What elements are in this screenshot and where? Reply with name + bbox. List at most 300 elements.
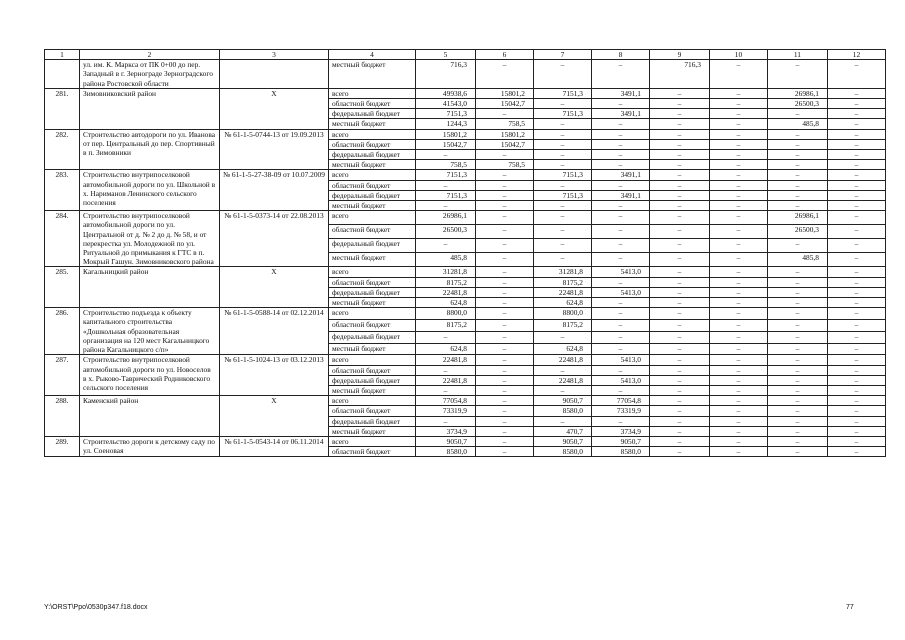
amount-cell: – bbox=[767, 277, 827, 287]
amount-cell: – bbox=[709, 436, 767, 446]
amount-cell: – bbox=[827, 375, 885, 385]
funding-source: областной бюджет bbox=[328, 99, 415, 109]
funding-source: всего bbox=[328, 436, 415, 446]
amount-cell: 485,8 bbox=[415, 253, 475, 267]
amount-cell: – bbox=[709, 287, 767, 297]
amount-cell: – bbox=[591, 331, 649, 343]
funding-source: федеральный бюджет bbox=[328, 150, 415, 160]
amount-cell: – bbox=[827, 406, 885, 416]
amount-cell: – bbox=[415, 239, 475, 253]
table-row bbox=[45, 396, 886, 406]
amount-cell: 7151,3 bbox=[533, 109, 591, 119]
amount-cell: – bbox=[767, 201, 827, 211]
column-number: 2 bbox=[80, 50, 220, 60]
table-row bbox=[45, 170, 886, 180]
amount-cell: – bbox=[709, 416, 767, 426]
amount-cell: – bbox=[475, 225, 533, 239]
amount-cell: 624,8 bbox=[415, 298, 475, 308]
amount-cell: – bbox=[767, 267, 827, 277]
amount-cell: – bbox=[767, 287, 827, 297]
amount-cell: – bbox=[767, 129, 827, 139]
amount-cell: – bbox=[709, 190, 767, 200]
amount-cell: – bbox=[709, 320, 767, 332]
table-row bbox=[45, 211, 886, 225]
amount-cell: – bbox=[709, 308, 767, 320]
amount-cell: – bbox=[533, 99, 591, 109]
amount-cell: 49938,6 bbox=[415, 88, 475, 98]
amount-cell: – bbox=[827, 253, 885, 267]
amount-cell: – bbox=[475, 385, 533, 395]
amount-cell: – bbox=[649, 416, 709, 426]
amount-cell: 22481,8 bbox=[415, 287, 475, 297]
amount-cell: – bbox=[649, 396, 709, 406]
amount-cell: 77054,8 bbox=[415, 396, 475, 406]
amount-cell: – bbox=[827, 298, 885, 308]
amount-cell: 8580,0 bbox=[533, 447, 591, 457]
row-number: 288. bbox=[45, 396, 80, 437]
funding-source: местный бюджет bbox=[328, 253, 415, 267]
amount-cell: – bbox=[709, 170, 767, 180]
amount-cell: – bbox=[475, 396, 533, 406]
amount-cell: – bbox=[649, 190, 709, 200]
amount-cell: – bbox=[475, 331, 533, 343]
funding-source: областной бюджет bbox=[328, 139, 415, 149]
amount-cell: 31281,8 bbox=[533, 267, 591, 277]
funding-source: федеральный бюджет bbox=[328, 375, 415, 385]
amount-cell: 5413,0 bbox=[591, 287, 649, 297]
amount-cell: – bbox=[591, 253, 649, 267]
amount-cell: – bbox=[415, 180, 475, 190]
amount-cell: – bbox=[533, 119, 591, 129]
row-number: 284. bbox=[45, 211, 80, 267]
amount-cell: 15801,2 bbox=[415, 129, 475, 139]
amount-cell: 5413,0 bbox=[591, 355, 649, 365]
amount-cell: 41543,0 bbox=[415, 99, 475, 109]
amount-cell: – bbox=[591, 201, 649, 211]
permit-document: № 61-1-5-0543-14 от 06.11.2014 bbox=[220, 436, 329, 456]
funding-source: федеральный бюджет bbox=[328, 416, 415, 426]
amount-cell: 15801,2 bbox=[475, 88, 533, 98]
amount-cell: 73319,9 bbox=[415, 406, 475, 416]
amount-cell: – bbox=[475, 150, 533, 160]
amount-cell: 9050,7 bbox=[415, 436, 475, 446]
funding-source: областной бюджет bbox=[328, 365, 415, 375]
funding-source: местный бюджет bbox=[328, 201, 415, 211]
amount-cell: 3491,1 bbox=[591, 109, 649, 119]
column-number-row bbox=[45, 50, 886, 60]
funding-source: областной бюджет bbox=[328, 277, 415, 287]
amount-cell: – bbox=[827, 239, 885, 253]
permit-document: № 61-1-5-1024-13 от 03.12.2013 bbox=[220, 355, 329, 396]
amount-cell: – bbox=[475, 239, 533, 253]
amount-cell: – bbox=[649, 447, 709, 457]
amount-cell: – bbox=[767, 396, 827, 406]
table-row bbox=[45, 88, 886, 98]
amount-cell: – bbox=[649, 99, 709, 109]
amount-cell: – bbox=[533, 385, 591, 395]
column-number: 8 bbox=[591, 50, 649, 60]
amount-cell: – bbox=[767, 331, 827, 343]
object-name: Строительство дороги к детскому саду по ул. Соеновая bbox=[80, 436, 220, 456]
amount-cell: – bbox=[649, 119, 709, 129]
amount-cell: – bbox=[591, 139, 649, 149]
amount-cell: – bbox=[591, 416, 649, 426]
amount-cell: 3734,9 bbox=[591, 426, 649, 436]
amount-cell: – bbox=[533, 365, 591, 375]
amount-cell: – bbox=[709, 253, 767, 267]
table-row bbox=[45, 129, 886, 139]
amount-cell: – bbox=[533, 416, 591, 426]
amount-cell: 8175,2 bbox=[533, 320, 591, 332]
funding-source: федеральный бюджет bbox=[328, 239, 415, 253]
column-number: 11 bbox=[767, 50, 827, 60]
amount-cell: 15801,2 bbox=[475, 129, 533, 139]
amount-cell: – bbox=[767, 139, 827, 149]
amount-cell: – bbox=[533, 331, 591, 343]
amount-cell: – bbox=[475, 277, 533, 287]
amount-cell: – bbox=[767, 375, 827, 385]
amount-cell: – bbox=[649, 406, 709, 416]
funding-source: всего bbox=[328, 129, 415, 139]
amount-cell: – bbox=[475, 253, 533, 267]
amount-cell: – bbox=[475, 320, 533, 332]
permit-document: № 61-1-5-0744-13 от 19.09.2013 bbox=[220, 129, 329, 170]
object-name: Строительство внутрипоселковой автомобильной дороги по ул. Школьной в х. Нариманов Ленинского сельского поселения bbox=[80, 170, 220, 211]
amount-cell: – bbox=[767, 150, 827, 160]
amount-cell: 485,8 bbox=[767, 253, 827, 267]
amount-cell: – bbox=[827, 355, 885, 365]
amount-cell: – bbox=[827, 190, 885, 200]
row-number: 285. bbox=[45, 267, 80, 308]
table-row bbox=[45, 436, 886, 446]
amount-cell: 9050,7 bbox=[533, 436, 591, 446]
amount-cell: – bbox=[475, 436, 533, 446]
amount-cell: – bbox=[591, 298, 649, 308]
amount-cell: – bbox=[649, 201, 709, 211]
amount-cell: – bbox=[827, 396, 885, 406]
amount-cell: – bbox=[649, 180, 709, 190]
amount-cell: 7151,3 bbox=[415, 190, 475, 200]
amount-cell: – bbox=[827, 416, 885, 426]
amount-cell: – bbox=[649, 320, 709, 332]
amount-cell: 8175,2 bbox=[415, 320, 475, 332]
amount-cell: – bbox=[709, 180, 767, 190]
amount-cell: – bbox=[475, 406, 533, 416]
amount-cell: – bbox=[709, 396, 767, 406]
funding-source: всего bbox=[328, 396, 415, 406]
column-number: 9 bbox=[649, 50, 709, 60]
amount-cell: – bbox=[591, 99, 649, 109]
amount-cell: – bbox=[827, 287, 885, 297]
amount-cell: – bbox=[827, 225, 885, 239]
amount-cell: – bbox=[533, 225, 591, 239]
amount-cell: – bbox=[709, 201, 767, 211]
row-number: 287. bbox=[45, 355, 80, 396]
row-number: 289. bbox=[45, 436, 80, 456]
amount-cell: – bbox=[709, 88, 767, 98]
funding-source: местный бюджет bbox=[328, 385, 415, 395]
amount-cell: – bbox=[709, 60, 767, 89]
amount-cell: – bbox=[827, 180, 885, 190]
funding-source: местный бюджет bbox=[328, 119, 415, 129]
amount-cell: – bbox=[415, 331, 475, 343]
permit-document: X bbox=[220, 267, 329, 308]
amount-cell: – bbox=[709, 160, 767, 170]
amount-cell: – bbox=[649, 253, 709, 267]
row-number: 283. bbox=[45, 170, 80, 211]
column-number: 3 bbox=[220, 50, 329, 60]
row-number bbox=[45, 60, 80, 89]
amount-cell: – bbox=[591, 211, 649, 225]
amount-cell: – bbox=[649, 287, 709, 297]
amount-cell: – bbox=[591, 225, 649, 239]
amount-cell: – bbox=[475, 447, 533, 457]
amount-cell: – bbox=[649, 385, 709, 395]
funding-source: федеральный бюджет bbox=[328, 331, 415, 343]
amount-cell: – bbox=[709, 298, 767, 308]
column-number: 4 bbox=[328, 50, 415, 60]
amount-cell: – bbox=[533, 160, 591, 170]
amount-cell: – bbox=[827, 320, 885, 332]
amount-cell: – bbox=[591, 160, 649, 170]
permit-document: № 61-1-5-0588-14 от 02.12.2014 bbox=[220, 308, 329, 355]
amount-cell: 716,3 bbox=[649, 60, 709, 89]
column-number: 10 bbox=[709, 50, 767, 60]
amount-cell: – bbox=[827, 129, 885, 139]
amount-cell: – bbox=[591, 150, 649, 160]
permit-document: № 61-1-5-27-38-09 от 10.07.2009 bbox=[220, 170, 329, 211]
amount-cell: – bbox=[827, 365, 885, 375]
amount-cell: – bbox=[767, 436, 827, 446]
amount-cell: – bbox=[649, 267, 709, 277]
amount-cell: – bbox=[475, 170, 533, 180]
amount-cell: – bbox=[533, 60, 591, 89]
amount-cell: – bbox=[649, 365, 709, 375]
funding-source: всего bbox=[328, 355, 415, 365]
permit-document bbox=[220, 60, 329, 89]
amount-cell: – bbox=[767, 320, 827, 332]
amount-cell: – bbox=[709, 426, 767, 436]
amount-cell: – bbox=[475, 190, 533, 200]
amount-cell: – bbox=[827, 211, 885, 225]
row-number: 282. bbox=[45, 129, 80, 170]
amount-cell: – bbox=[709, 267, 767, 277]
amount-cell: 758,5 bbox=[475, 119, 533, 129]
amount-cell: – bbox=[475, 365, 533, 375]
amount-cell: 470,7 bbox=[533, 426, 591, 436]
object-name: ул. им. К. Маркса от ПК 0+00 до пер. Западный в г. Зернограде Зерноградского района Ростовской области bbox=[80, 60, 220, 89]
column-number: 5 bbox=[415, 50, 475, 60]
amount-cell: – bbox=[827, 88, 885, 98]
amount-cell: 8175,2 bbox=[415, 277, 475, 287]
amount-cell: – bbox=[649, 150, 709, 160]
amount-cell: – bbox=[767, 447, 827, 457]
amount-cell: 624,8 bbox=[533, 298, 591, 308]
amount-cell: 3491,1 bbox=[591, 190, 649, 200]
amount-cell: 7151,3 bbox=[415, 170, 475, 180]
amount-cell: 8800,0 bbox=[415, 308, 475, 320]
amount-cell: – bbox=[709, 365, 767, 375]
amount-cell: – bbox=[649, 308, 709, 320]
object-name: Кагальницкий район bbox=[80, 267, 220, 308]
amount-cell: – bbox=[649, 331, 709, 343]
permit-document: X bbox=[220, 88, 329, 129]
amount-cell: – bbox=[709, 277, 767, 287]
amount-cell: – bbox=[533, 139, 591, 149]
amount-cell: 5413,0 bbox=[591, 375, 649, 385]
amount-cell: – bbox=[591, 343, 649, 355]
permit-document: X bbox=[220, 396, 329, 437]
amount-cell: – bbox=[591, 308, 649, 320]
amount-cell: – bbox=[649, 109, 709, 119]
column-number: 6 bbox=[475, 50, 533, 60]
amount-cell: – bbox=[475, 308, 533, 320]
amount-cell: 758,5 bbox=[475, 160, 533, 170]
amount-cell: – bbox=[649, 170, 709, 180]
amount-cell: 9050,7 bbox=[591, 436, 649, 446]
object-name: Строительство подъезда к объекту капитального строительства «Дошкольная образовательная организация на 120 мест Кагальницкого района Кагальницкого с/п» bbox=[80, 308, 220, 355]
amount-cell: 26986,1 bbox=[767, 211, 827, 225]
amount-cell: – bbox=[649, 426, 709, 436]
amount-cell: 77054,8 bbox=[591, 396, 649, 406]
amount-cell: – bbox=[475, 109, 533, 119]
amount-cell: – bbox=[827, 150, 885, 160]
amount-cell: – bbox=[767, 355, 827, 365]
amount-cell: – bbox=[767, 426, 827, 436]
funding-source: местный бюджет bbox=[328, 60, 415, 89]
object-name: Строительство внутрипоселковой автомобильной дороги по ул. Центральной от д. № 2 до д. № 58, и от перекрестка ул. Молодежной по ул. Ритуальной до примыкания к ГТС в п. Мокрый Гашун. Зимовниковского района bbox=[80, 211, 220, 267]
amount-cell: – bbox=[709, 129, 767, 139]
amount-cell: – bbox=[591, 320, 649, 332]
amount-cell: 22481,8 bbox=[533, 287, 591, 297]
amount-cell: – bbox=[533, 129, 591, 139]
amount-cell: – bbox=[415, 150, 475, 160]
funding-source: всего bbox=[328, 211, 415, 225]
amount-cell: 716,3 bbox=[415, 60, 475, 89]
amount-cell: – bbox=[827, 385, 885, 395]
amount-cell: 22481,8 bbox=[415, 355, 475, 365]
amount-cell: 7151,3 bbox=[533, 190, 591, 200]
amount-cell: 22481,8 bbox=[415, 375, 475, 385]
amount-cell: 8800,0 bbox=[533, 308, 591, 320]
amount-cell: – bbox=[827, 343, 885, 355]
amount-cell: 7151,3 bbox=[533, 88, 591, 98]
amount-cell: – bbox=[767, 416, 827, 426]
amount-cell: – bbox=[591, 60, 649, 89]
amount-cell: – bbox=[767, 160, 827, 170]
amount-cell: – bbox=[767, 365, 827, 375]
funding-source: областной бюджет bbox=[328, 406, 415, 416]
amount-cell: – bbox=[415, 365, 475, 375]
amount-cell: – bbox=[591, 129, 649, 139]
funding-source: местный бюджет bbox=[328, 426, 415, 436]
amount-cell: – bbox=[475, 287, 533, 297]
amount-cell: 15042,7 bbox=[415, 139, 475, 149]
amount-cell: 624,8 bbox=[533, 343, 591, 355]
amount-cell: – bbox=[827, 331, 885, 343]
amount-cell: – bbox=[709, 343, 767, 355]
amount-cell: – bbox=[591, 385, 649, 395]
amount-cell: – bbox=[649, 88, 709, 98]
amount-cell: – bbox=[649, 211, 709, 225]
amount-cell: – bbox=[649, 375, 709, 385]
amount-cell: – bbox=[475, 60, 533, 89]
amount-cell: 1244,3 bbox=[415, 119, 475, 129]
funding-source: местный бюджет bbox=[328, 160, 415, 170]
amount-cell: 15042,7 bbox=[475, 139, 533, 149]
amount-cell: 26986,1 bbox=[415, 211, 475, 225]
amount-cell: – bbox=[649, 277, 709, 287]
table-row bbox=[45, 60, 886, 89]
amount-cell: 8175,2 bbox=[533, 277, 591, 287]
amount-cell: – bbox=[649, 436, 709, 446]
amount-cell: – bbox=[709, 99, 767, 109]
table-row bbox=[45, 355, 886, 365]
object-name: Каменский район bbox=[80, 396, 220, 437]
column-number: 12 bbox=[827, 50, 885, 60]
object-name: Строительство внутрипоселковой автомобильной дороги по ул. Новоселов в х. Рыково-Таврический Родниковского сельского поселения bbox=[80, 355, 220, 396]
amount-cell: – bbox=[475, 211, 533, 225]
amount-cell: 485,8 bbox=[767, 119, 827, 129]
amount-cell: 73319,9 bbox=[591, 406, 649, 416]
funding-source: областной бюджет bbox=[328, 225, 415, 239]
amount-cell: 26500,3 bbox=[767, 99, 827, 109]
amount-cell: – bbox=[415, 416, 475, 426]
funding-source: всего bbox=[328, 267, 415, 277]
amount-cell: – bbox=[767, 60, 827, 89]
amount-cell: 22481,8 bbox=[533, 355, 591, 365]
amount-cell: 26986,1 bbox=[767, 88, 827, 98]
file-path-footer: Y:\ORST\Ppo\0530p347.f18.docx bbox=[44, 604, 148, 611]
amount-cell: – bbox=[415, 201, 475, 211]
amount-cell: – bbox=[533, 201, 591, 211]
amount-cell: 7151,3 bbox=[415, 109, 475, 119]
amount-cell: 3734,9 bbox=[415, 426, 475, 436]
amount-cell: 8580,0 bbox=[591, 447, 649, 457]
amount-cell: 26500,3 bbox=[415, 225, 475, 239]
amount-cell: – bbox=[709, 109, 767, 119]
amount-cell: – bbox=[827, 201, 885, 211]
amount-cell: 8580,0 bbox=[415, 447, 475, 457]
amount-cell: 15042,7 bbox=[475, 99, 533, 109]
amount-cell: – bbox=[591, 365, 649, 375]
amount-cell: 9050,7 bbox=[533, 396, 591, 406]
amount-cell: – bbox=[767, 109, 827, 119]
amount-cell: – bbox=[709, 385, 767, 395]
page-number: 77 bbox=[846, 604, 854, 611]
amount-cell: – bbox=[827, 436, 885, 446]
amount-cell: – bbox=[533, 211, 591, 225]
amount-cell: – bbox=[767, 239, 827, 253]
funding-source: федеральный бюджет bbox=[328, 109, 415, 119]
amount-cell: – bbox=[827, 119, 885, 129]
column-number: 1 bbox=[45, 50, 80, 60]
funding-source: местный бюджет bbox=[328, 298, 415, 308]
amount-cell: – bbox=[649, 129, 709, 139]
amount-cell: – bbox=[475, 355, 533, 365]
amount-cell: 22481,8 bbox=[533, 375, 591, 385]
amount-cell: – bbox=[709, 406, 767, 416]
amount-cell: – bbox=[767, 406, 827, 416]
amount-cell: – bbox=[649, 355, 709, 365]
object-name: Зимовниковский район bbox=[80, 88, 220, 129]
amount-cell: – bbox=[709, 139, 767, 149]
funding-source: всего bbox=[328, 88, 415, 98]
amount-cell: – bbox=[475, 267, 533, 277]
amount-cell: – bbox=[827, 99, 885, 109]
funding-source: всего bbox=[328, 308, 415, 320]
amount-cell: – bbox=[475, 375, 533, 385]
